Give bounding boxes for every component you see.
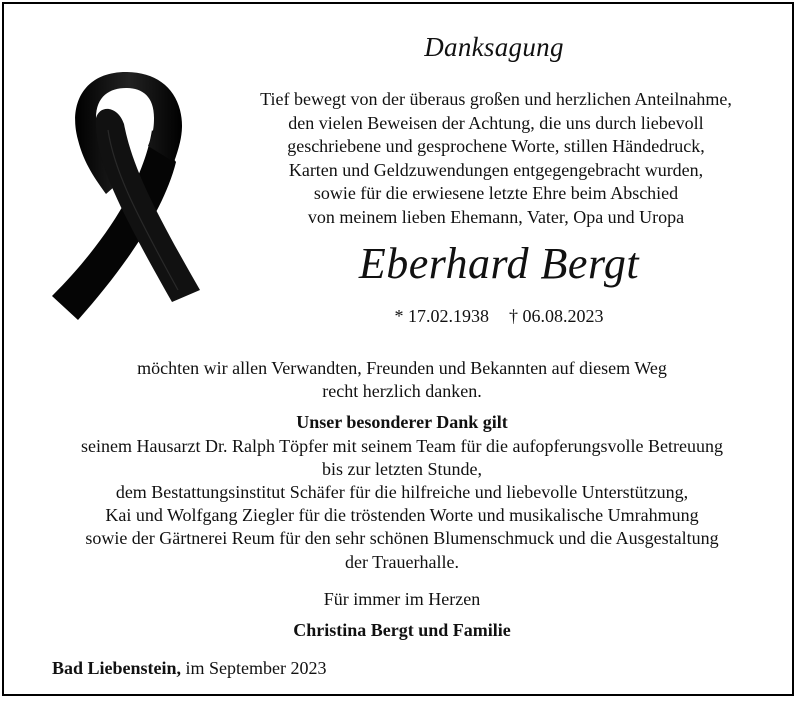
- intro-line: Karten und Geldzuwendungen entgegengebracht wurden,: [288, 159, 704, 180]
- special-thanks-heading: Unser besonderer Dank gilt: [296, 412, 508, 433]
- mourning-ribbon-icon: [48, 70, 204, 322]
- intro-text: [216, 88, 776, 230]
- special-thanks-line: seinem Hausarzt Dr. Ralph Töpfer mit seinem Team für die aufopferungsvolle Betreuung: [81, 435, 723, 456]
- special-thanks-line: der Trauerhalle.: [345, 551, 459, 572]
- thanks-text: [24, 357, 780, 642]
- deceased-name: Eberhard Bergt: [358, 239, 640, 288]
- signature: Christina Bergt und Familie: [293, 620, 511, 641]
- special-thanks-line: sowie der Gärtnerei Reum für den sehr schönen Blumenschmuck und die Ausgestaltung: [85, 528, 719, 549]
- place-date: [52, 658, 327, 679]
- special-thanks-line: bis zur letzten Stunde,: [322, 458, 482, 479]
- notice-title: Danksagung: [424, 32, 564, 62]
- place: Bad Liebenstein,: [52, 658, 182, 678]
- thanks-line: möchten wir allen Verwandten, Freunden und Bekannten auf diesem Weg: [137, 358, 667, 378]
- life-dates: [304, 306, 694, 327]
- death-date: † 06.08.2023: [509, 306, 604, 326]
- special-thanks-line: dem Bestattungsinstitut Schäfer für die hilfreiche und liebevolle Unterstützung,: [115, 482, 689, 503]
- intro-line: den vielen Beweisen der Achtung, die uns durch liebevoll: [288, 112, 704, 133]
- date: im September 2023: [181, 658, 327, 678]
- intro-line: geschriebene und gesprochene Worte, stillen Händedruck,: [287, 136, 705, 157]
- birth-date: * 17.02.1938: [394, 306, 489, 326]
- thanks-line: recht herzlich danken.: [322, 381, 482, 402]
- closing-phrase: Für immer im Herzen: [323, 588, 481, 609]
- intro-line: sowie für die erwiesene letzte Ehre beim Abschied: [313, 183, 679, 204]
- intro-line: von meinem lieben Ehemann, Vater, Opa und Uropa: [307, 206, 685, 227]
- notice-frame: [2, 2, 794, 696]
- intro-line: Tief bewegt von der überaus großen und herzlichen Anteilnahme,: [260, 89, 732, 109]
- special-thanks-line: Kai und Wolfgang Ziegler für die tröstenden Worte und musikalische Umrahmung: [105, 505, 699, 526]
